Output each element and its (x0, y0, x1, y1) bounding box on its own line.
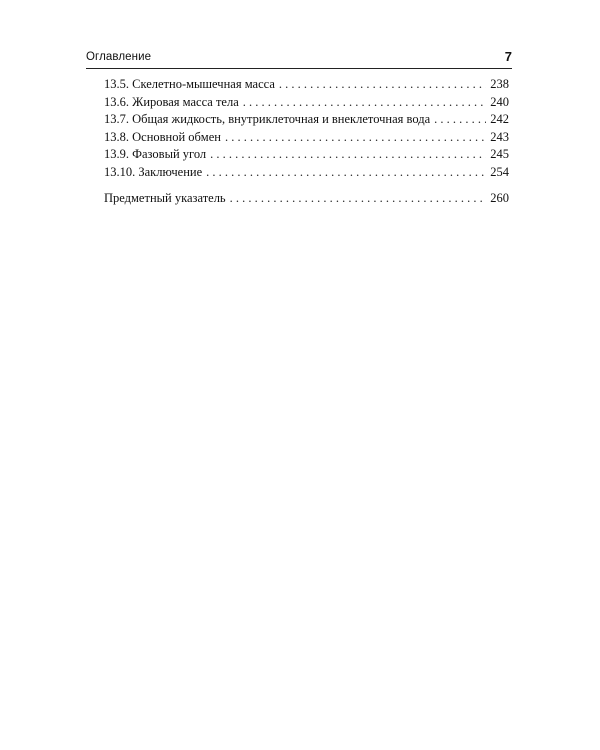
toc-entry-page: 254 (490, 164, 509, 179)
toc-entry-page: 238 (490, 77, 509, 91)
dot-leader (243, 94, 486, 112)
toc-entry-label: 13.5. Скелетно-мышечная масса (104, 77, 275, 91)
dot-leader (279, 76, 486, 94)
toc-entry-page: 245 (490, 147, 509, 161)
toc-entry-13-9[interactable] (104, 146, 509, 164)
dot-leader (434, 111, 486, 129)
toc-spacer (104, 181, 509, 190)
toc-entry-13-10[interactable] (104, 164, 509, 182)
toc-entry-label: 13.7. Общая жидкость, внутриклеточная и внеклеточная вода (104, 112, 431, 126)
toc-entry-page: 243 (490, 129, 509, 144)
toc-entry-13-5[interactable] (104, 76, 509, 94)
toc-entry-subject-index[interactable] (104, 190, 509, 208)
dot-leader (206, 164, 486, 182)
toc-entry-label: 13.8. Основной обмен (104, 129, 221, 144)
toc-entry-label: 13.6. Жировая масса тела (104, 94, 239, 109)
toc-entry-label: Предметный указатель (104, 191, 226, 205)
toc-entry-page: 240 (490, 94, 509, 109)
toc-entry-label: 13.10. Заключение (104, 164, 203, 179)
toc-entry-13-8[interactable] (104, 129, 509, 147)
toc-entry-page: 260 (490, 191, 509, 205)
toc-entry-13-7[interactable] (104, 111, 509, 129)
page-header (86, 49, 512, 67)
header-divider (86, 68, 512, 69)
toc-entry-page: 242 (490, 112, 509, 126)
page-number: 7 (504, 49, 512, 64)
running-header-title: Оглавление (86, 51, 152, 63)
dot-leader (230, 190, 487, 208)
dot-leader (225, 129, 486, 147)
toc-entry-13-6[interactable] (104, 94, 509, 112)
toc-entry-label: 13.9. Фазовый угол (104, 147, 207, 161)
table-of-contents (104, 76, 509, 208)
dot-leader (210, 146, 486, 164)
